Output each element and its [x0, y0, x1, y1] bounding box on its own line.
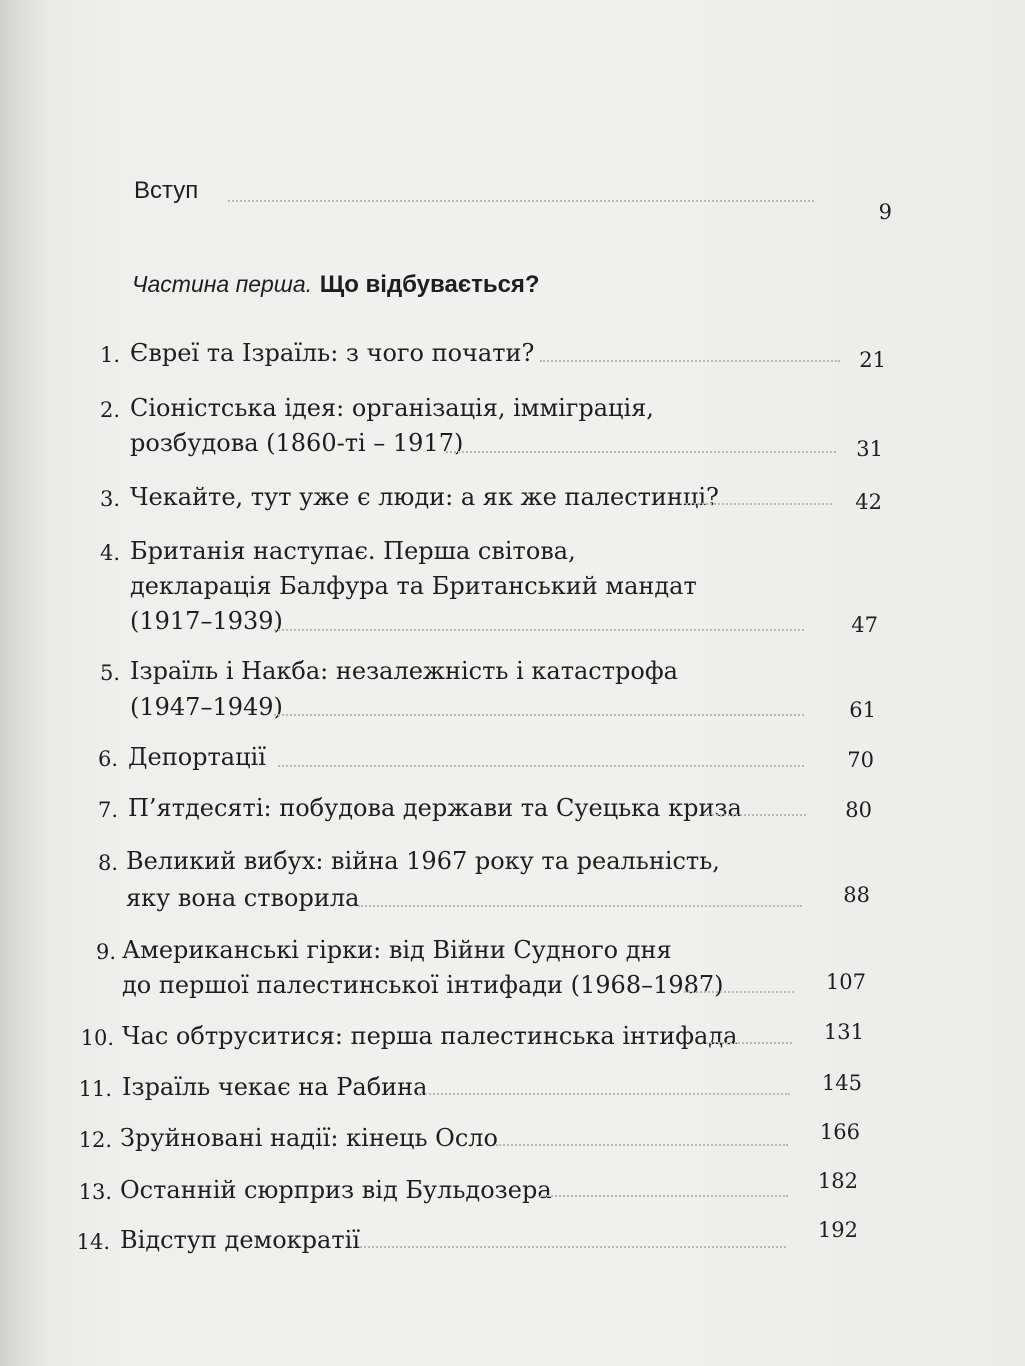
toc-intro-page: 9: [878, 200, 892, 224]
toc-chapter-title: Чекайте, тут уже є люди: а як же палестинці?: [130, 483, 719, 511]
toc-chapter-title: Євреї та Ізраїль: з чого почати?: [130, 339, 535, 367]
toc-chapter-number: 12.: [78, 1128, 112, 1152]
toc-chapter-leader: [684, 991, 794, 993]
toc-chapter-leader: [704, 814, 806, 816]
page-gutter-shadow: [0, 0, 46, 1366]
toc-chapter-page: 47: [851, 613, 878, 637]
toc-chapter-leader: [540, 1195, 788, 1197]
toc-chapter-title: Депортації: [128, 743, 266, 771]
toc-part-heading: [132, 268, 540, 301]
toc-chapter-title-cont: (1947–1949): [130, 693, 283, 721]
toc-chapter-leader: [686, 503, 832, 505]
toc-chapter-number: 4.: [99, 541, 120, 565]
toc-chapter-number: 6.: [97, 747, 118, 771]
toc-chapter-page: 131: [823, 1020, 864, 1044]
toc-chapter-number: 9.: [95, 940, 116, 964]
toc-intro-title: Вступ: [134, 177, 199, 204]
toc-chapter-leader: [418, 1093, 790, 1095]
toc-part-name: Що відбувається?: [319, 271, 540, 298]
toc-chapter-number: 8.: [97, 851, 118, 875]
toc-chapter-title-cont: декларація Балфура та Британський мандат: [130, 572, 697, 600]
toc-chapter-leader: [706, 1042, 792, 1044]
toc-chapter-title: Відступ демократії: [120, 1226, 360, 1254]
toc-chapter-page: 145: [821, 1071, 862, 1095]
toc-chapter-page: 80: [845, 798, 872, 822]
toc-chapter-title: Великий вибух: війна 1967 року та реальність,: [126, 847, 720, 875]
toc-chapter-number: 3.: [99, 487, 120, 511]
toc-chapter-number: 7.: [97, 798, 118, 822]
toc-chapter-leader: [360, 1246, 786, 1248]
toc-chapter-page: 182: [817, 1169, 858, 1193]
toc-chapter-title: Британія наступає. Перша світова,: [130, 537, 576, 565]
toc-chapter-page: 31: [856, 437, 883, 461]
toc-chapter-title-cont: до першої палестинської інтифади (1968–1987): [122, 971, 724, 999]
toc-chapter-page: 61: [849, 698, 876, 722]
toc-chapter-title: Ізраїль і Накба: незалежність і катастрофа: [130, 657, 678, 685]
toc-chapter-number: 14.: [76, 1230, 110, 1254]
toc-chapter-page: 21: [859, 348, 886, 372]
toc-chapter-page: 88: [843, 883, 870, 907]
toc-chapter-title: Останній сюрприз від Бульдозера: [120, 1176, 552, 1204]
toc-chapter-page: 107: [825, 970, 866, 994]
toc-chapter-title: Американські гірки: від Війни Судного дня: [122, 936, 672, 964]
toc-chapter-number: 2.: [99, 398, 120, 422]
toc-chapter-leader: [274, 629, 804, 631]
toc-chapter-leader: [446, 451, 836, 453]
toc-chapter-title: Ізраїль чекає на Рабина: [122, 1073, 428, 1101]
toc-chapter-number: 13.: [78, 1180, 112, 1204]
toc-chapter-title: Сіоністська ідея: організація, імміграція,: [130, 394, 654, 422]
toc-chapter-page: 192: [817, 1218, 858, 1242]
toc-chapter-title-cont: (1917–1939): [130, 607, 283, 635]
toc-chapter-number: 1.: [99, 343, 120, 367]
toc-chapter-title: П’ятдесяті: побудова держави та Суецька криза: [128, 794, 742, 822]
toc-part-label: Частина перша.: [132, 271, 313, 297]
toc-chapter-leader: [274, 714, 804, 716]
toc-chapter-title-cont: розбудова (1860-ті – 1917): [130, 429, 464, 457]
toc-chapter-number: 10.: [80, 1026, 114, 1050]
toc-chapter-page: 70: [847, 748, 874, 772]
toc-chapter-leader: [496, 1144, 788, 1146]
toc-chapter-leader: [358, 905, 802, 907]
toc-chapter-title: Час обтруситися: перша палестинська інтифада: [122, 1022, 738, 1050]
toc-chapter-number: 5.: [99, 661, 120, 685]
toc-chapter-leader: [540, 360, 840, 362]
toc-chapter-title: Зруйновані надії: кінець Осло: [120, 1124, 498, 1152]
toc-chapter-number: 11.: [78, 1077, 112, 1101]
toc-chapter-page: 166: [819, 1120, 860, 1144]
toc-chapter-leader: [278, 765, 804, 767]
toc-chapter-title-cont: яку вона створила: [126, 884, 360, 912]
toc-chapter-page: 42: [855, 490, 882, 514]
toc-intro-leader: [228, 200, 814, 202]
